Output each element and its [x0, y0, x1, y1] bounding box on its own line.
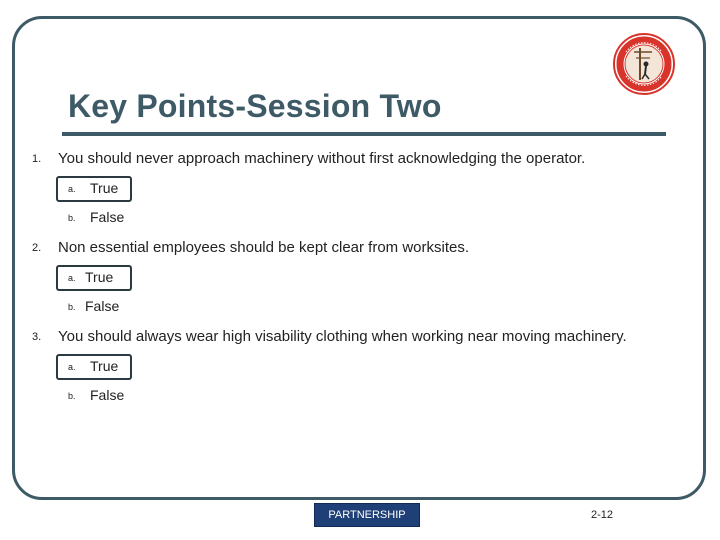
question-number: 3.: [32, 331, 42, 343]
page-number: 2-12: [591, 509, 614, 521]
question-number: 2.: [32, 242, 42, 254]
slide-title: Key Points-Session Two: [68, 88, 442, 124]
title-underline: [62, 132, 666, 136]
question-text: Non essential employees should be kept clear from worksites.: [58, 239, 470, 256]
option-letter: b.: [68, 391, 76, 401]
partnership-logo: PARTNERSHIP: [314, 503, 420, 527]
question-text: You should always wear high visability clothing when working near moving machinery.: [58, 328, 627, 345]
option-text: False: [90, 387, 125, 403]
option-text: True: [85, 269, 114, 285]
option-letter: a.: [68, 362, 76, 372]
option-text: True: [90, 180, 119, 196]
option-letter: a.: [68, 273, 76, 283]
option-letter: b.: [68, 213, 76, 223]
question-text: You should never approach machinery without first acknowledging the operator.: [58, 150, 586, 167]
option-letter: b.: [68, 302, 76, 312]
option-text: False: [85, 298, 120, 314]
safety-partnership-seal-icon: [612, 32, 676, 96]
option-letter: a.: [68, 184, 76, 194]
option-text: False: [90, 209, 125, 225]
option-text: True: [90, 358, 119, 374]
question-number: 1.: [32, 153, 42, 165]
